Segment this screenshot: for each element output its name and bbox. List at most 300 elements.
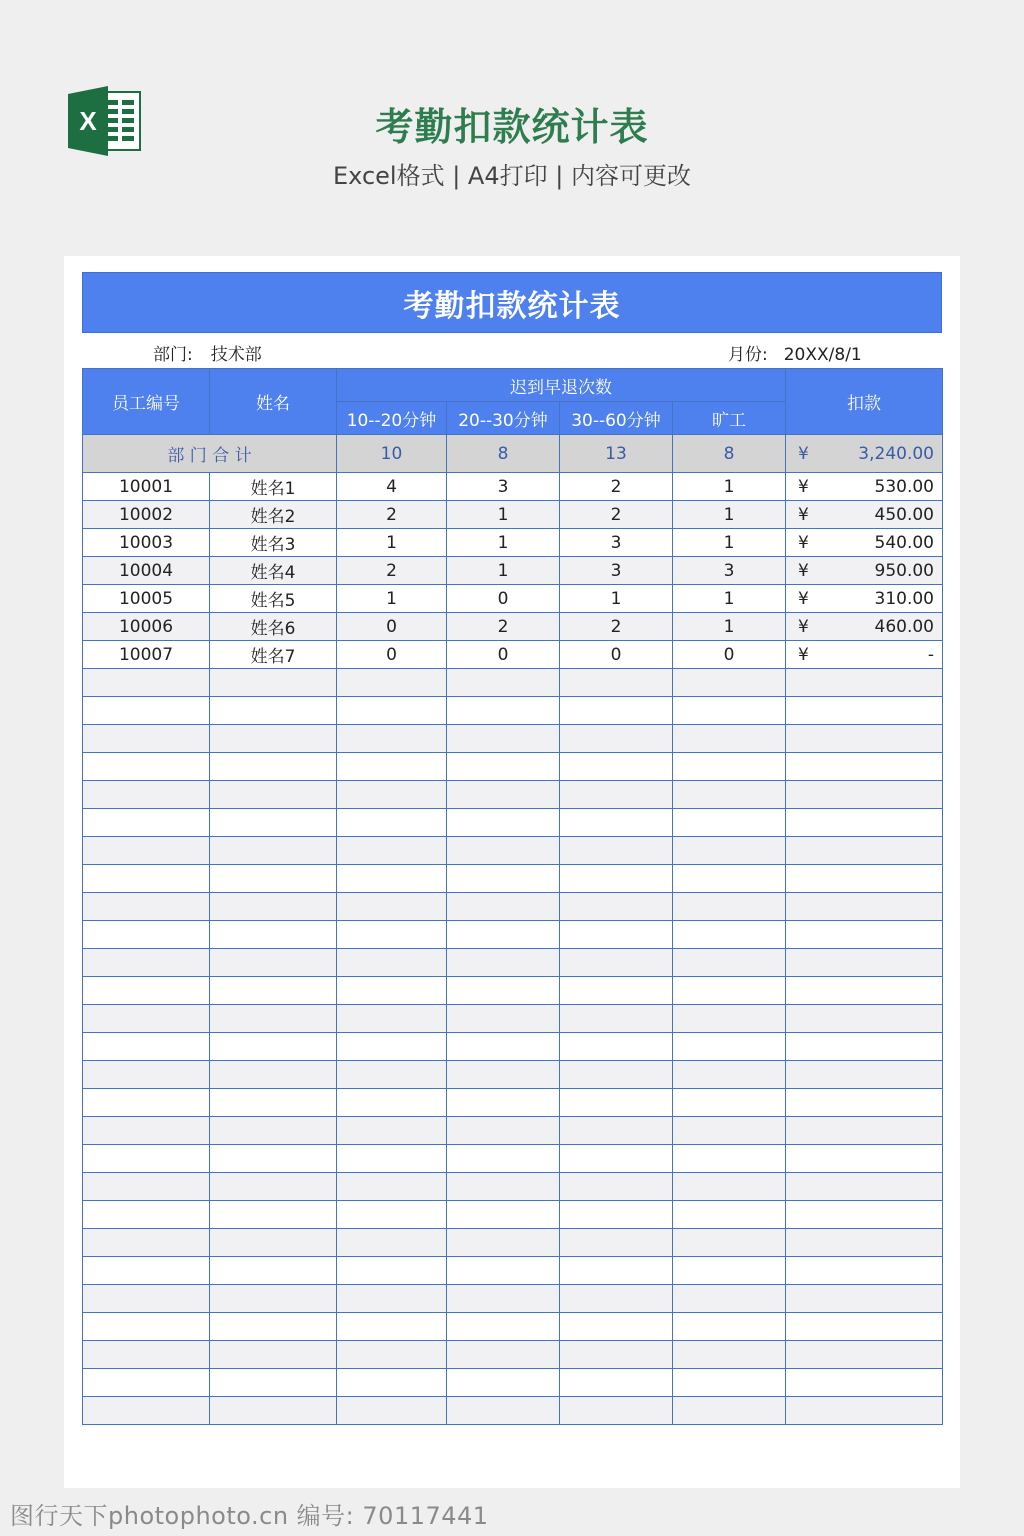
total-currency: ¥: [798, 443, 809, 464]
empty-cell[interactable]: [337, 921, 447, 949]
empty-cell[interactable]: [83, 669, 210, 697]
empty-cell[interactable]: [560, 1257, 673, 1285]
empty-table-row: [83, 809, 943, 837]
cell-range-20-30[interactable]: 1: [447, 529, 560, 557]
empty-cell[interactable]: [447, 1369, 560, 1397]
watermark-text: 图行天下photophoto.cn 编号: 70117441: [10, 1502, 489, 1530]
empty-cell[interactable]: [560, 1173, 673, 1201]
empty-cell[interactable]: [210, 837, 337, 865]
deduction-amount: 450.00: [874, 504, 934, 525]
empty-cell[interactable]: [673, 1201, 786, 1229]
cell-range-20-30[interactable]: 3: [447, 473, 560, 501]
cell-range-10-20[interactable]: 0: [337, 613, 447, 641]
empty-cell[interactable]: [786, 837, 943, 865]
empty-cell[interactable]: [83, 1341, 210, 1369]
empty-cell[interactable]: [673, 893, 786, 921]
empty-cell[interactable]: [673, 837, 786, 865]
empty-cell[interactable]: [210, 1285, 337, 1313]
empty-cell[interactable]: [337, 725, 447, 753]
currency-symbol: ¥: [798, 588, 809, 609]
empty-cell[interactable]: [560, 669, 673, 697]
empty-cell[interactable]: [786, 725, 943, 753]
empty-cell[interactable]: [447, 669, 560, 697]
empty-cell[interactable]: [560, 1089, 673, 1117]
empty-cell[interactable]: [786, 1341, 943, 1369]
empty-cell[interactable]: [786, 1313, 943, 1341]
empty-cell[interactable]: [673, 725, 786, 753]
empty-table-row: [83, 1257, 943, 1285]
empty-cell[interactable]: [447, 1089, 560, 1117]
empty-cell[interactable]: [673, 1341, 786, 1369]
empty-cell[interactable]: [337, 809, 447, 837]
empty-cell[interactable]: [786, 669, 943, 697]
empty-cell[interactable]: [673, 1369, 786, 1397]
empty-cell[interactable]: [560, 1397, 673, 1425]
header-absent: 旷工: [673, 402, 786, 435]
total-absent: 8: [673, 435, 786, 473]
empty-table-row: [83, 893, 943, 921]
empty-cell[interactable]: [337, 1229, 447, 1257]
empty-table-row: [83, 669, 943, 697]
empty-cell[interactable]: [337, 865, 447, 893]
empty-cell[interactable]: [337, 697, 447, 725]
empty-cell[interactable]: [560, 1341, 673, 1369]
empty-table-row: [83, 921, 943, 949]
empty-cell[interactable]: [447, 921, 560, 949]
empty-cell[interactable]: [786, 1257, 943, 1285]
empty-cell[interactable]: [786, 697, 943, 725]
empty-cell[interactable]: [83, 1061, 210, 1089]
empty-cell[interactable]: [673, 1313, 786, 1341]
cell-absent[interactable]: 1: [673, 501, 786, 529]
empty-cell[interactable]: [210, 1117, 337, 1145]
empty-cell[interactable]: [83, 837, 210, 865]
empty-cell[interactable]: [560, 1033, 673, 1061]
header-name: 姓名: [210, 369, 337, 435]
empty-cell[interactable]: [447, 781, 560, 809]
empty-cell[interactable]: [560, 949, 673, 977]
table-row: [83, 585, 943, 613]
cell-range-10-20[interactable]: 1: [337, 585, 447, 613]
cell-absent[interactable]: 1: [673, 613, 786, 641]
empty-cell[interactable]: [210, 1061, 337, 1089]
empty-cell[interactable]: [786, 865, 943, 893]
header-range-30-60: 30--60分钟: [560, 402, 673, 435]
empty-cell[interactable]: [447, 1313, 560, 1341]
empty-cell[interactable]: [210, 1005, 337, 1033]
empty-cell[interactable]: [210, 1201, 337, 1229]
empty-cell[interactable]: [210, 669, 337, 697]
cell-range-10-20[interactable]: 2: [337, 557, 447, 585]
empty-cell[interactable]: [210, 1257, 337, 1285]
empty-cell[interactable]: [786, 1145, 943, 1173]
cell-absent[interactable]: 0: [673, 641, 786, 669]
empty-cell[interactable]: [447, 1201, 560, 1229]
empty-cell[interactable]: [210, 1369, 337, 1397]
empty-table-row: [83, 1201, 943, 1229]
empty-cell[interactable]: [337, 1145, 447, 1173]
currency-symbol: ¥: [798, 532, 809, 553]
empty-cell[interactable]: [337, 1257, 447, 1285]
empty-table-row: [83, 781, 943, 809]
cell-employee-name[interactable]: 姓名5: [210, 585, 337, 613]
empty-cell[interactable]: [83, 1005, 210, 1033]
empty-cell[interactable]: [337, 1033, 447, 1061]
empty-cell[interactable]: [560, 809, 673, 837]
cell-absent[interactable]: 3: [673, 557, 786, 585]
total-deduction: [786, 435, 943, 473]
empty-cell[interactable]: [210, 1341, 337, 1369]
empty-cell[interactable]: [447, 1005, 560, 1033]
empty-cell[interactable]: [673, 865, 786, 893]
deduction-amount: 310.00: [874, 588, 934, 609]
empty-cell[interactable]: [337, 1313, 447, 1341]
empty-cell[interactable]: [337, 753, 447, 781]
empty-cell[interactable]: [560, 977, 673, 1005]
month-info: [728, 340, 862, 364]
header-range-10-20: 10--20分钟: [337, 402, 447, 435]
cell-employee-id[interactable]: 10003: [83, 529, 210, 557]
empty-cell[interactable]: [560, 781, 673, 809]
cell-employee-id[interactable]: 10002: [83, 501, 210, 529]
cell-employee-name[interactable]: 姓名2: [210, 501, 337, 529]
empty-cell[interactable]: [337, 1341, 447, 1369]
deduction-amount: 460.00: [874, 616, 934, 637]
empty-table-row: [83, 1397, 943, 1425]
currency-symbol: ¥: [798, 504, 809, 525]
empty-cell[interactable]: [447, 697, 560, 725]
cell-range-30-60[interactable]: 3: [560, 529, 673, 557]
empty-cell[interactable]: [210, 1145, 337, 1173]
empty-cell[interactable]: [337, 1089, 447, 1117]
empty-table-row: [83, 1145, 943, 1173]
empty-cell[interactable]: [560, 1005, 673, 1033]
cell-range-20-30[interactable]: 0: [447, 585, 560, 613]
empty-cell[interactable]: [337, 977, 447, 1005]
empty-cell[interactable]: [673, 1117, 786, 1145]
empty-table-row: [83, 1173, 943, 1201]
empty-cell[interactable]: [447, 1033, 560, 1061]
empty-cell[interactable]: [673, 1145, 786, 1173]
empty-cell[interactable]: [786, 921, 943, 949]
empty-table-row: [83, 1229, 943, 1257]
empty-cell[interactable]: [210, 893, 337, 921]
empty-cell[interactable]: [83, 977, 210, 1005]
empty-cell[interactable]: [447, 1145, 560, 1173]
empty-cell[interactable]: [560, 1285, 673, 1313]
empty-cell[interactable]: [83, 1369, 210, 1397]
cell-range-10-20[interactable]: 2: [337, 501, 447, 529]
cell-employee-name[interactable]: 姓名1: [210, 473, 337, 501]
empty-cell[interactable]: [447, 893, 560, 921]
empty-cell[interactable]: [337, 1397, 447, 1425]
empty-cell[interactable]: [786, 1061, 943, 1089]
header-late-early-count: 迟到早退次数: [337, 369, 786, 402]
empty-cell[interactable]: [560, 753, 673, 781]
empty-cell[interactable]: [560, 1145, 673, 1173]
empty-cell[interactable]: [83, 725, 210, 753]
empty-cell[interactable]: [786, 1285, 943, 1313]
table-row: [83, 501, 943, 529]
header-deduction: 扣款: [786, 369, 943, 435]
empty-cell[interactable]: [447, 725, 560, 753]
currency-symbol: ¥: [798, 560, 809, 581]
cell-employee-id[interactable]: 10007: [83, 641, 210, 669]
cell-employee-id[interactable]: 10001: [83, 473, 210, 501]
cell-range-30-60[interactable]: 3: [560, 557, 673, 585]
empty-cell[interactable]: [560, 1061, 673, 1089]
empty-cell[interactable]: [83, 865, 210, 893]
total-range-30-60: 13: [560, 435, 673, 473]
empty-cell[interactable]: [447, 809, 560, 837]
sheet-title-banner: 考勤扣款统计表: [82, 272, 942, 333]
cell-deduction[interactable]: [786, 613, 943, 641]
empty-cell[interactable]: [673, 697, 786, 725]
empty-cell[interactable]: [210, 1229, 337, 1257]
empty-cell[interactable]: [673, 1173, 786, 1201]
cell-range-20-30[interactable]: 0: [447, 641, 560, 669]
empty-cell[interactable]: [447, 1341, 560, 1369]
cell-absent[interactable]: 1: [673, 529, 786, 557]
empty-cell[interactable]: [447, 977, 560, 1005]
cell-employee-id[interactable]: 10004: [83, 557, 210, 585]
empty-cell[interactable]: [83, 921, 210, 949]
currency-symbol: ¥: [798, 476, 809, 497]
cell-deduction[interactable]: [786, 501, 943, 529]
empty-cell[interactable]: [560, 1117, 673, 1145]
empty-cell[interactable]: [83, 1089, 210, 1117]
cell-employee-name[interactable]: 姓名7: [210, 641, 337, 669]
empty-cell[interactable]: [210, 949, 337, 977]
empty-cell[interactable]: [786, 1229, 943, 1257]
empty-cell[interactable]: [673, 781, 786, 809]
empty-cell[interactable]: [673, 921, 786, 949]
empty-cell[interactable]: [337, 781, 447, 809]
empty-cell[interactable]: [210, 977, 337, 1005]
empty-cell[interactable]: [786, 1369, 943, 1397]
attendance-table: [82, 368, 943, 1425]
empty-cell[interactable]: [560, 893, 673, 921]
empty-table-row: [83, 837, 943, 865]
empty-cell[interactable]: [210, 1397, 337, 1425]
deduction-amount: -: [927, 644, 934, 665]
cell-range-20-30[interactable]: 2: [447, 613, 560, 641]
empty-cell[interactable]: [447, 949, 560, 977]
department-label: 部门:: [153, 345, 193, 365]
empty-cell[interactable]: [673, 1285, 786, 1313]
empty-cell[interactable]: [337, 893, 447, 921]
cell-range-30-60[interactable]: 0: [560, 641, 673, 669]
empty-cell[interactable]: [83, 1285, 210, 1313]
department-value: 技术部: [210, 345, 262, 365]
empty-cell[interactable]: [447, 865, 560, 893]
deduction-amount: 530.00: [874, 476, 934, 497]
empty-cell[interactable]: [786, 809, 943, 837]
empty-cell[interactable]: [673, 1061, 786, 1089]
empty-cell[interactable]: [210, 921, 337, 949]
empty-cell[interactable]: [83, 1313, 210, 1341]
total-label: 部 门 合 计: [83, 435, 337, 473]
empty-cell[interactable]: [560, 1369, 673, 1397]
empty-cell[interactable]: [447, 753, 560, 781]
currency-symbol: ¥: [798, 644, 809, 665]
deduction-amount: 950.00: [874, 560, 934, 581]
cell-deduction[interactable]: [786, 557, 943, 585]
empty-cell[interactable]: [337, 1117, 447, 1145]
empty-cell[interactable]: [673, 669, 786, 697]
logo-letter: X: [79, 106, 97, 136]
empty-cell[interactable]: [560, 1201, 673, 1229]
empty-cell[interactable]: [337, 1173, 447, 1201]
empty-cell[interactable]: [83, 781, 210, 809]
cell-range-10-20[interactable]: 1: [337, 529, 447, 557]
empty-cell[interactable]: [210, 1033, 337, 1061]
empty-table-row: [83, 1369, 943, 1397]
cell-range-30-60[interactable]: 2: [560, 473, 673, 501]
empty-table-row: [83, 1341, 943, 1369]
empty-cell[interactable]: [210, 1313, 337, 1341]
empty-table-row: [83, 1061, 943, 1089]
empty-cell[interactable]: [83, 1117, 210, 1145]
empty-cell[interactable]: [673, 753, 786, 781]
empty-cell[interactable]: [83, 1145, 210, 1173]
cell-range-30-60[interactable]: 1: [560, 585, 673, 613]
empty-cell[interactable]: [337, 1285, 447, 1313]
cell-deduction[interactable]: [786, 473, 943, 501]
cell-absent[interactable]: 1: [673, 473, 786, 501]
empty-cell[interactable]: [210, 809, 337, 837]
empty-cell[interactable]: [673, 949, 786, 977]
cell-absent[interactable]: 1: [673, 585, 786, 613]
deduction-amount: 540.00: [874, 532, 934, 553]
empty-cell[interactable]: [210, 725, 337, 753]
total-amount: 3,240.00: [858, 443, 934, 464]
empty-cell[interactable]: [447, 1061, 560, 1089]
cell-range-30-60[interactable]: 2: [560, 501, 673, 529]
cell-employee-id[interactable]: 10005: [83, 585, 210, 613]
empty-cell[interactable]: [447, 1117, 560, 1145]
empty-cell[interactable]: [447, 1397, 560, 1425]
empty-cell[interactable]: [447, 1285, 560, 1313]
department-total-row: [83, 435, 943, 473]
empty-cell[interactable]: [786, 1397, 943, 1425]
cell-employee-name[interactable]: 姓名6: [210, 613, 337, 641]
total-range-10-20: 10: [337, 435, 447, 473]
empty-cell[interactable]: [786, 1117, 943, 1145]
empty-cell[interactable]: [673, 977, 786, 1005]
empty-cell[interactable]: [337, 1005, 447, 1033]
empty-cell[interactable]: [673, 1257, 786, 1285]
cell-range-30-60[interactable]: 2: [560, 613, 673, 641]
empty-cell[interactable]: [83, 1257, 210, 1285]
empty-cell[interactable]: [673, 1005, 786, 1033]
empty-cell[interactable]: [210, 697, 337, 725]
empty-cell[interactable]: [210, 1089, 337, 1117]
page-title: 考勤扣款统计表: [375, 105, 649, 149]
empty-cell[interactable]: [786, 1089, 943, 1117]
empty-cell[interactable]: [337, 949, 447, 977]
empty-cell[interactable]: [786, 781, 943, 809]
cell-employee-id[interactable]: 10006: [83, 613, 210, 641]
empty-cell[interactable]: [786, 1033, 943, 1061]
cell-deduction[interactable]: [786, 641, 943, 669]
empty-table-row: [83, 865, 943, 893]
empty-cell[interactable]: [83, 1229, 210, 1257]
table-row: [83, 473, 943, 501]
cell-range-20-30[interactable]: 1: [447, 557, 560, 585]
cell-deduction[interactable]: [786, 529, 943, 557]
empty-cell[interactable]: [83, 1173, 210, 1201]
empty-cell[interactable]: [83, 893, 210, 921]
cell-range-10-20[interactable]: 0: [337, 641, 447, 669]
empty-cell[interactable]: [560, 1229, 673, 1257]
empty-cell[interactable]: [786, 977, 943, 1005]
empty-cell[interactable]: [337, 1061, 447, 1089]
empty-table-row: [83, 1285, 943, 1313]
empty-cell[interactable]: [673, 1229, 786, 1257]
empty-cell[interactable]: [673, 1397, 786, 1425]
currency-symbol: ¥: [798, 616, 809, 637]
empty-cell[interactable]: [83, 1397, 210, 1425]
empty-cell[interactable]: [337, 1201, 447, 1229]
empty-table-row: [83, 1033, 943, 1061]
empty-cell[interactable]: [447, 837, 560, 865]
empty-cell[interactable]: [786, 1005, 943, 1033]
empty-cell[interactable]: [83, 949, 210, 977]
empty-cell[interactable]: [447, 1229, 560, 1257]
cell-range-20-30[interactable]: 1: [447, 501, 560, 529]
empty-cell[interactable]: [786, 753, 943, 781]
empty-cell[interactable]: [560, 725, 673, 753]
empty-cell[interactable]: [786, 893, 943, 921]
empty-cell[interactable]: [560, 697, 673, 725]
empty-cell[interactable]: [337, 1369, 447, 1397]
empty-cell[interactable]: [560, 921, 673, 949]
empty-cell[interactable]: [786, 949, 943, 977]
empty-cell[interactable]: [560, 1313, 673, 1341]
empty-cell[interactable]: [83, 753, 210, 781]
empty-cell[interactable]: [210, 865, 337, 893]
cell-employee-name[interactable]: 姓名3: [210, 529, 337, 557]
empty-cell[interactable]: [560, 837, 673, 865]
cell-range-10-20[interactable]: 4: [337, 473, 447, 501]
department-info: [153, 340, 262, 364]
empty-table-row: [83, 697, 943, 725]
empty-cell[interactable]: [673, 809, 786, 837]
empty-cell[interactable]: [210, 753, 337, 781]
empty-cell[interactable]: [786, 1173, 943, 1201]
empty-cell[interactable]: [673, 1089, 786, 1117]
empty-cell[interactable]: [447, 1257, 560, 1285]
empty-table-row: [83, 725, 943, 753]
empty-cell[interactable]: [337, 669, 447, 697]
cell-employee-name[interactable]: 姓名4: [210, 557, 337, 585]
empty-cell[interactable]: [786, 1201, 943, 1229]
empty-cell[interactable]: [673, 1033, 786, 1061]
empty-cell[interactable]: [83, 1201, 210, 1229]
empty-cell[interactable]: [337, 837, 447, 865]
empty-cell[interactable]: [560, 865, 673, 893]
empty-cell[interactable]: [210, 781, 337, 809]
empty-cell[interactable]: [83, 809, 210, 837]
empty-cell[interactable]: [210, 1173, 337, 1201]
empty-cell[interactable]: [447, 1173, 560, 1201]
cell-deduction[interactable]: [786, 585, 943, 613]
empty-table-row: [83, 949, 943, 977]
empty-table-row: [83, 1005, 943, 1033]
empty-cell[interactable]: [83, 697, 210, 725]
empty-cell[interactable]: [83, 1033, 210, 1061]
